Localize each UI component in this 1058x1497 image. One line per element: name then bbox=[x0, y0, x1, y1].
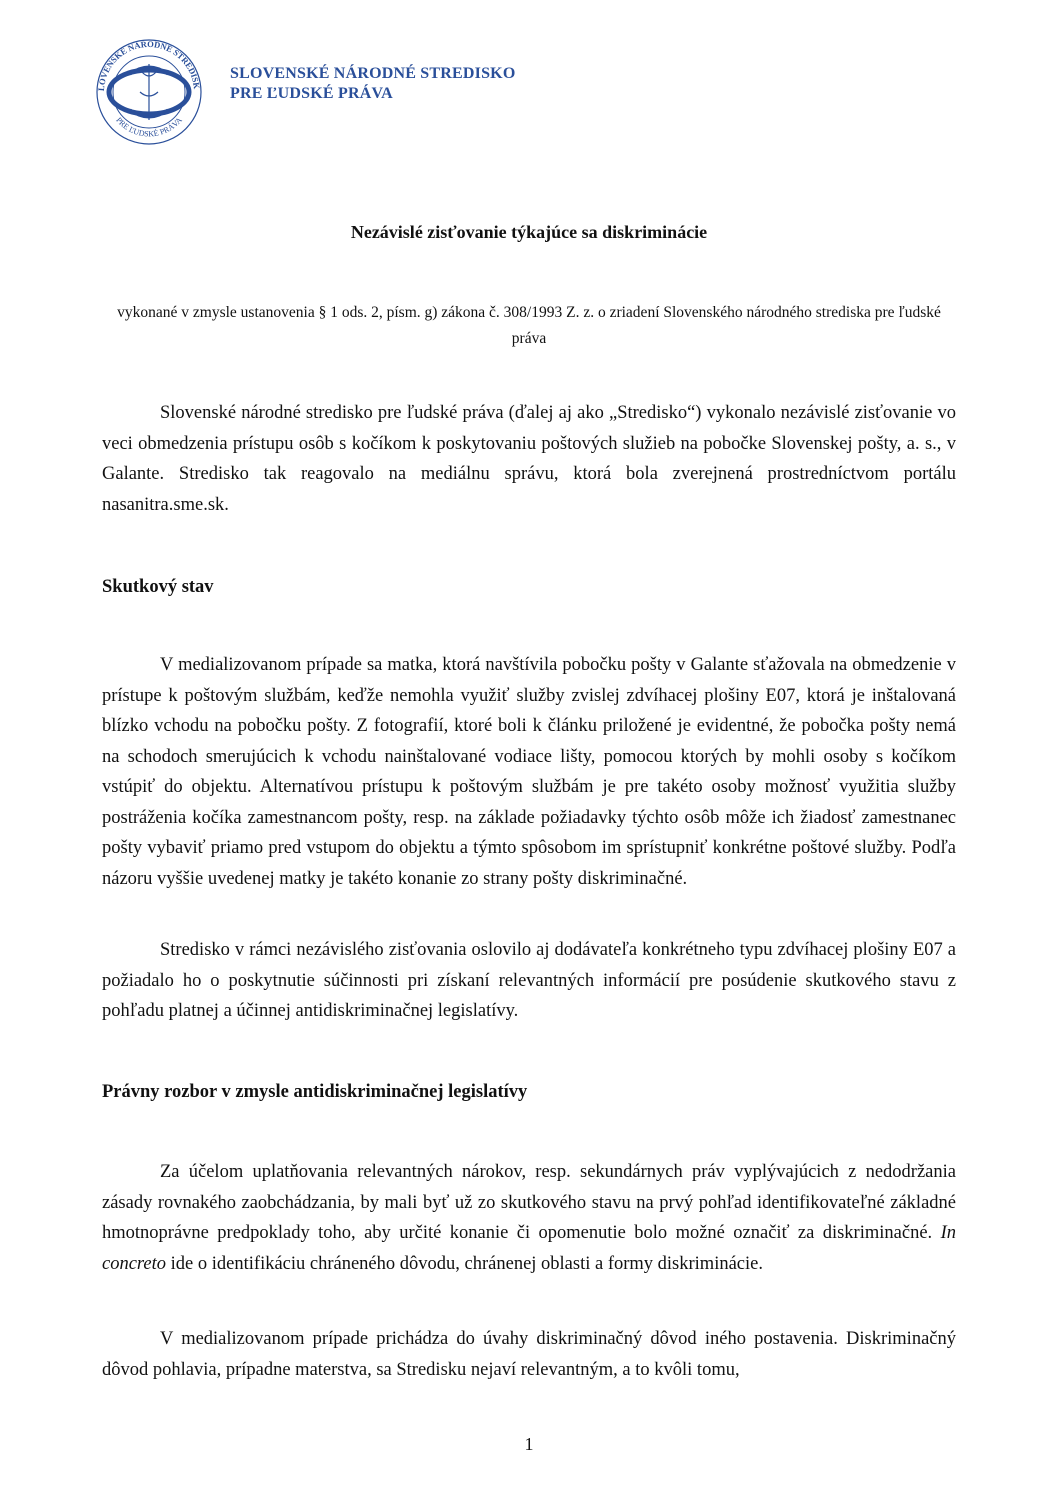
page-number: 1 bbox=[524, 1434, 534, 1454]
document-title: Nezávislé zisťovanie týkajúce sa diskriminácie bbox=[350, 222, 708, 242]
organization-name bbox=[230, 64, 515, 104]
legal-paragraph-1-text-a: Za účelom uplatňovania relevantných nárokov, resp. sekundárnych práv vyplývajúcich z nedodržania zásady rovnakého zaobchádzania, by mali byť už zo skutkového stavu na prvý pohľad identifikovateľné základné hmotnoprávne predpoklady toho, aby určité konanie či opomenutie bolo možné označiť za diskriminačné. bbox=[102, 1162, 956, 1243]
document-subtitle: vykonané v zmysle ustanovenia § 1 ods. 2, písm. g) zákona č. 308/1993 Z. z. o zriadení Slovenského národného strediska pre ľudské práva bbox=[117, 304, 941, 347]
legal-paragraph-2: V medializovanom prípade prichádza do úvahy diskriminačný dôvod iného postavenia. Diskriminačný dôvod pohlavia, prípadne materstva, sa Stredisku nejaví relevantným, a to kvôli tomu, bbox=[102, 1329, 956, 1380]
latin-term: In concreto bbox=[102, 1223, 956, 1274]
legal-paragraph-1-text-b: ide o identifikáciu chráneného dôvodu, chránenej oblasti a formy diskriminácie. bbox=[166, 1253, 763, 1274]
section-heading-facts: Skutkový stav bbox=[102, 577, 214, 597]
intro-paragraph: Slovenské národné stredisko pre ľudské práva (ďalej aj ako „Stredisko“) vykonalo nezávislé zisťovanie vo veci obmedzenia prístupu osôb s kočíkom k poskytovaniu poštových služieb na pobočke Slovenskej pošty, a. s., v Galante. Stredisko tak reagovalo na mediálnu správu, ktorá bola zverejnená prostredníctvom portálu nasanitra.sme.sk. bbox=[102, 403, 956, 515]
section-heading-legal: Právny rozbor v zmysle antidiskriminačnej legislatívy bbox=[102, 1082, 528, 1102]
logo-ring-text-top: LOVENSKÉ NÁRODNÉ STREDISK bbox=[95, 38, 202, 92]
organization-logo bbox=[90, 32, 208, 150]
legal-paragraph-1 bbox=[102, 1157, 956, 1279]
organization-name-line1: SLOVENSKÉ NÁRODNÉ STREDISKO bbox=[230, 65, 516, 82]
facts-paragraph-1: V medializovanom prípade sa matka, ktorá navštívila pobočku pošty v Galante sťažovala na obmedzenie v prístupe k poštovým službám, keďže nemohla využiť služby zvislej zdvíhacej plošiny E07, ktorá je inštalovaná blízko vchodu na pobočku pošty. Z fotografií, ktoré boli k článku priložené je evidentné, že pobočka pošty nemá na schodoch smerujúcich k vchodu nainštalované vodiace lišty, pomocou ktorých by mohli osoby s kočíkom vstúpiť do objektu. Alternatívou prístupu k poštovým službám je pre takéto osoby možnosť využitia služby postráženia kočíka zamestnancom pošty, resp. na základe požiadavky týchto osôb môže ich žiadosť zamestnanec pošty vybaviť priamo pred vstupom do objektu a týmto spôsobom im sprístupniť konkrétne poštové služby. Podľa názoru vyššie uvedenej matky je takéto konanie zo strany pošty diskriminačné. bbox=[102, 655, 956, 889]
logo-ring-text-bottom: PRE ĽUDSKÉ PRÁVA bbox=[114, 115, 184, 139]
organization-name-line2: PRE ĽUDSKÉ PRÁVA bbox=[230, 85, 393, 102]
facts-paragraph-2: Stredisko v rámci nezávislého zisťovania oslovilo aj dodávateľa konkrétneho typu zdvíhacej plošiny E07 a požiadalo ho o poskytnutie súčinnosti pri získaní relevantných informácií pre posúdenie skutkového stavu z pohľadu platnej a účinnej antidiskriminačnej legislatívy. bbox=[102, 940, 956, 1021]
